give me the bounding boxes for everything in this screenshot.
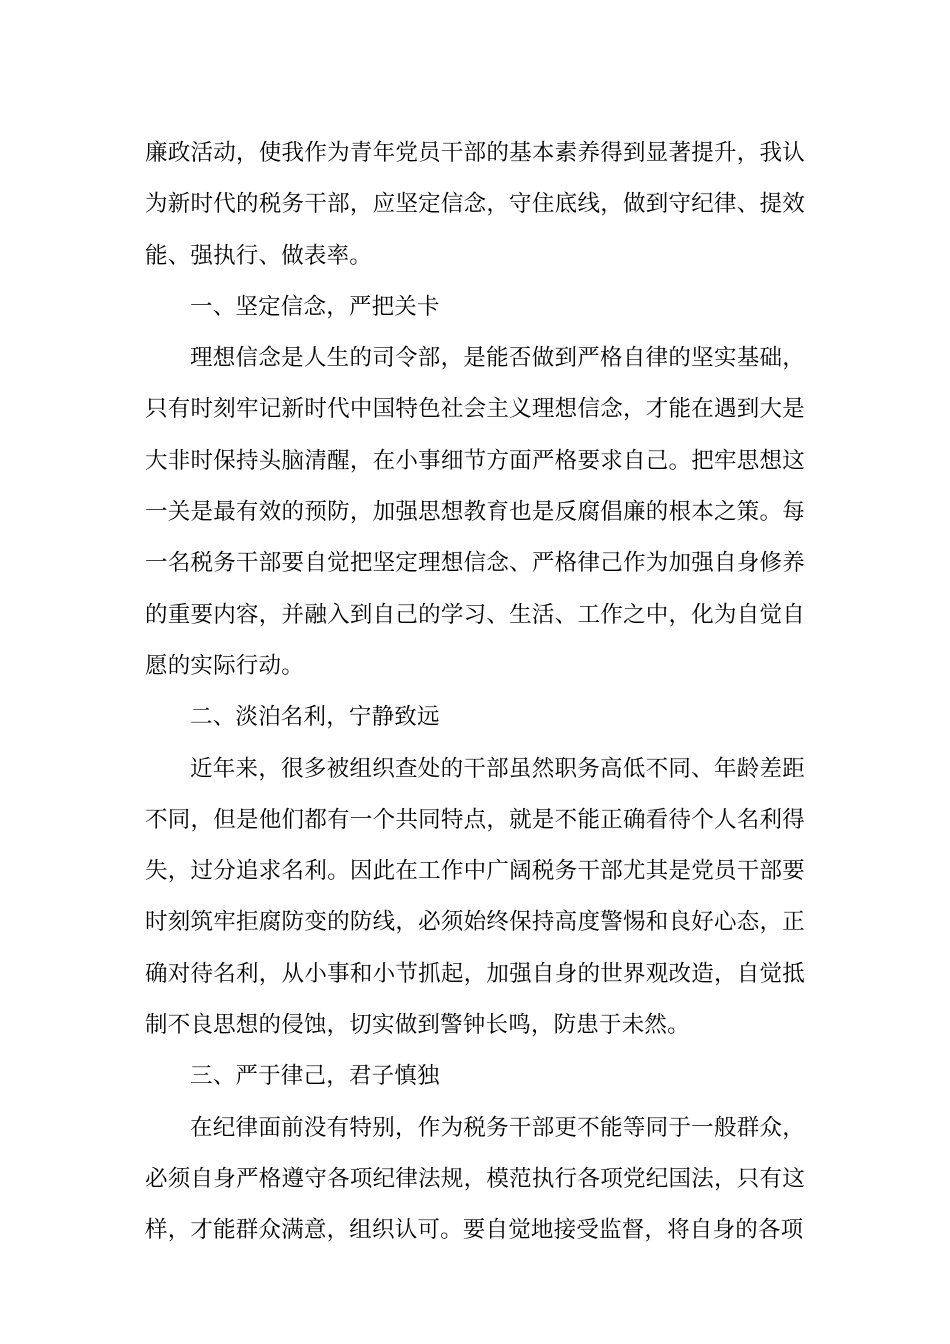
- section-heading-3: 三、严于律己，君子慎独: [190, 1063, 440, 1090]
- section-heading-2: 二、淡泊名利，宁静致远: [190, 704, 440, 731]
- paragraph-intro-continued: 廉政活动，使我作为青年党员干部的基本素养得到显著提升，我认为新时代的税务干部，应坚定信念，守住底线，做到守纪律、提效能、强执行、做表率。: [145, 140, 805, 269]
- paragraph-section-2: 近年来，很多被组织查处的干部虽然职务高低不同、年龄差距不同，但是他们都有一个共同特点，就是不能正确看待个人名利得失，过分追求名利。因此在工作中广阔税务干部尤其是党员干部要时刻筑牢拒腐防变的防线，必须始终保持高度警惕和良好心态，正确对待名利，从小事和小节抓起，加强自身的世界观改造，自觉抵制不良思想的侵蚀，切实做到警钟长鸣，防患于未然。: [145, 755, 805, 1039]
- paragraph-section-1: 理想信念是人生的司令部，是能否做到严格自律的坚实基础，只有时刻牢记新时代中国特色社会主义理想信念，才能在遇到大是大非时保持头脑清醒，在小事细节方面严格要求自己。把牢思想这一关是最有效的预防，加强思想教育也是反腐倡廉的根本之策。每一名税务干部要自觉把坚定理想信念、严格律己作为加强自身修养的重要内容，并融入到自己的学习、生活、工作之中，化为自觉自愿的实际行动。: [145, 345, 805, 679]
- section-heading-1: 一、坚定信念，严把关卡: [190, 293, 440, 320]
- document-page: [145, 128, 805, 1257]
- paragraph-section-3: 在纪律面前没有特别，作为税务干部更不能等同于一般群众，必须自身严格遵守各项纪律法规，模范执行各项党纪国法，只有这样，才能群众满意，组织认可。要自觉地接受监督，将自身的各项: [145, 1114, 805, 1244]
